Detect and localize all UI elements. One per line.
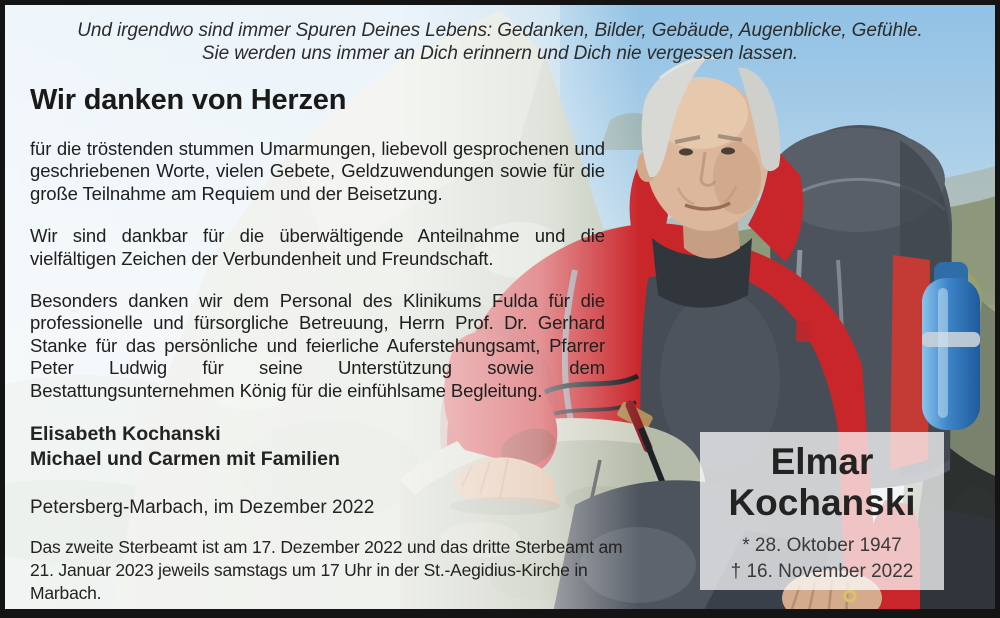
birth-date: * 28. Oktober 1947	[742, 535, 902, 556]
signatory-name-2: Michael und Carmen mit Familien	[30, 447, 340, 470]
deceased-last-name: Kochanski	[728, 482, 916, 523]
epigraph-line-2: Sie werden uns immer an Dich erinnern und Dich nie vergessen lassen.	[201, 43, 799, 64]
deceased-first-name: Elmar	[770, 441, 874, 482]
service-notice: Das zweite Sterbeamt ist am 17. Dezember 2022 und das dritte Sterbeamt am 21. Januar 2023 jeweils samstags um 17 Uhr in der St.-Aegidius-Kirche in Marbach.	[30, 537, 623, 604]
thanks-paragraph-1: für die tröstenden stummen Umarmungen, liebevoll gesprochenen und geschriebenen Worte, vielen Gebete, Geldzuwendungen sowie für die große Teilnahme am Requiem und der Beisetzung.	[30, 138, 605, 204]
epigraph	[0, 19, 1000, 65]
acknowledgement-block	[30, 84, 623, 605]
signatory-name-1: Elisabeth Kochanski	[30, 423, 221, 446]
thanks-paragraph-3: Besonders danken wir dem Personal des Klinikums Fulda für die professionelle und fürsorgliche Betreuung, Herrn Prof. Dr. Gerhard Stanke für das persönliche und feierliche Auferstehungsamt, Pfarrer Peter Ludwig für seine Unterstützung sowie dem Bestattungsunternehmen König für die einfühlsame Begleitung.	[30, 290, 605, 401]
thanks-heading: Wir danken von Herzen	[30, 84, 347, 116]
epigraph-line-1: Und irgendwo sind immer Spuren Deines Lebens: Gedanken, Bilder, Gebäude, Augenblicke, Gefühle.	[77, 20, 923, 41]
signatories	[30, 422, 605, 471]
death-date: † 16. November 2022	[730, 561, 914, 582]
thanks-paragraph-2: Wir sind dankbar für die überwältigende Anteilnahme und die vielfältigen Zeichen der Verbundenheit und Freundschaft.	[30, 225, 605, 269]
name-plate	[700, 432, 944, 590]
place-date: Petersberg-Marbach, im Dezember 2022	[30, 497, 375, 519]
